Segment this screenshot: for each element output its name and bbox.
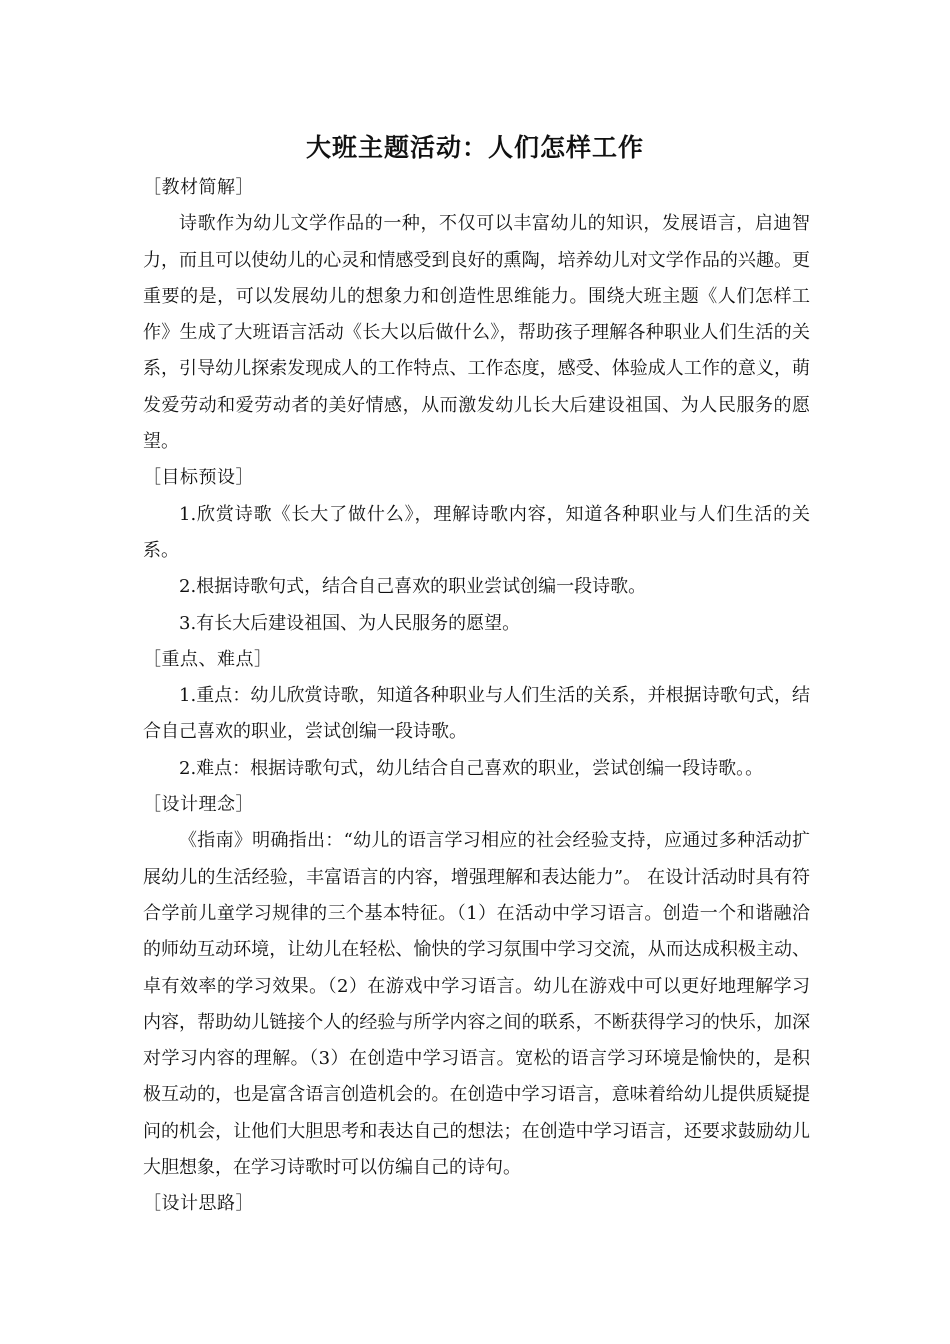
section-heading-approach: ［设计思路］ xyxy=(143,1193,254,1215)
goal-item-1: 1.欣赏诗歌《长大了做什么》，理解诗歌内容，知道各种职业与人们生活的关系。 xyxy=(143,503,810,561)
section-heading-concept: ［设计理念］ xyxy=(143,794,254,816)
section-heading-materials: ［教材简解］ xyxy=(143,177,254,198)
keypoint-item-2: 2.难点：根据诗歌句式，幼儿结合自己喜欢的职业，尝试创编一段诗歌。。 xyxy=(179,757,764,779)
materials-paragraph: 诗歌作为幼儿文学作品的一种，不仅可以丰富幼儿的知识，发展语言，启迪智力，而且可以使幼儿的心灵和情感受到良好的熏陶，培养幼儿对文学作品的兴趣。更重要的是，可以发展幼儿的想象力和创造性思维能力。围绕大班主题《人们怎样工作》生成了大班语言活动《长大以后做什么》，帮助孩子理解各种职业人们生活的关系，引导幼儿探索发现成人的工作特点、工作态度，感受、体验成人工作的意义，萌发爱劳动和爱劳动者的美好情感，从而激发幼儿长大后建设祖国、为人民服务的愿望。 xyxy=(143,213,810,453)
goal-item-2: 2.根据诗歌句式，结合自己喜欢的职业尝试创编一段诗歌。 xyxy=(179,576,647,598)
keypoint-item-1: 1.重点：幼儿欣赏诗歌，知道各种职业与人们生活的关系，并根据诗歌句式，结合自己喜欢的职业，尝试创编一段诗歌。 xyxy=(143,685,810,743)
section-heading-goals: ［目标预设］ xyxy=(143,467,254,489)
document-body xyxy=(143,170,810,1223)
section-heading-keypoints: ［重点、难点］ xyxy=(143,648,273,670)
page-title: 大班主题活动：人们怎样工作 xyxy=(305,133,644,162)
concept-paragraph: 《指南》明确指出：“幼儿的语言学习相应的社会经验支持，应通过多种活动扩展幼儿的生活经验，丰富语言的内容，增强理解和表达能力”。 在设计活动时具有符合学前儿童学习规律的三个基本特征。（1）在活动中学习语言。创造一个和谐融洽的师幼互动环境，让幼儿在轻松、愉快的学习氛围中学习交流，从而达成积极主动、卓有效率的学习效果。（2）在游戏中学习语言。幼儿在游戏中可以更好地理解学习内容，帮助幼儿链接个人的经验与所学内容之间的联系，不断获得学习的快乐，加深对学习内容的理解。（3）在创造中学习语言。宽松的语言学习环境是愉快的，是积极互动的，也是富含语言创造机会的。在创造中学习语言，意味着给幼儿提供质疑提问的机会，让他们大胆思考和表达自己的想法；在创造中学习语言，还要求鼓励幼儿大胆想象，在学习诗歌时可以仿编自己的诗句。 xyxy=(143,830,810,1179)
goal-item-3: 3.有长大后建设祖国、为人民服务的愿望。 xyxy=(179,612,521,634)
